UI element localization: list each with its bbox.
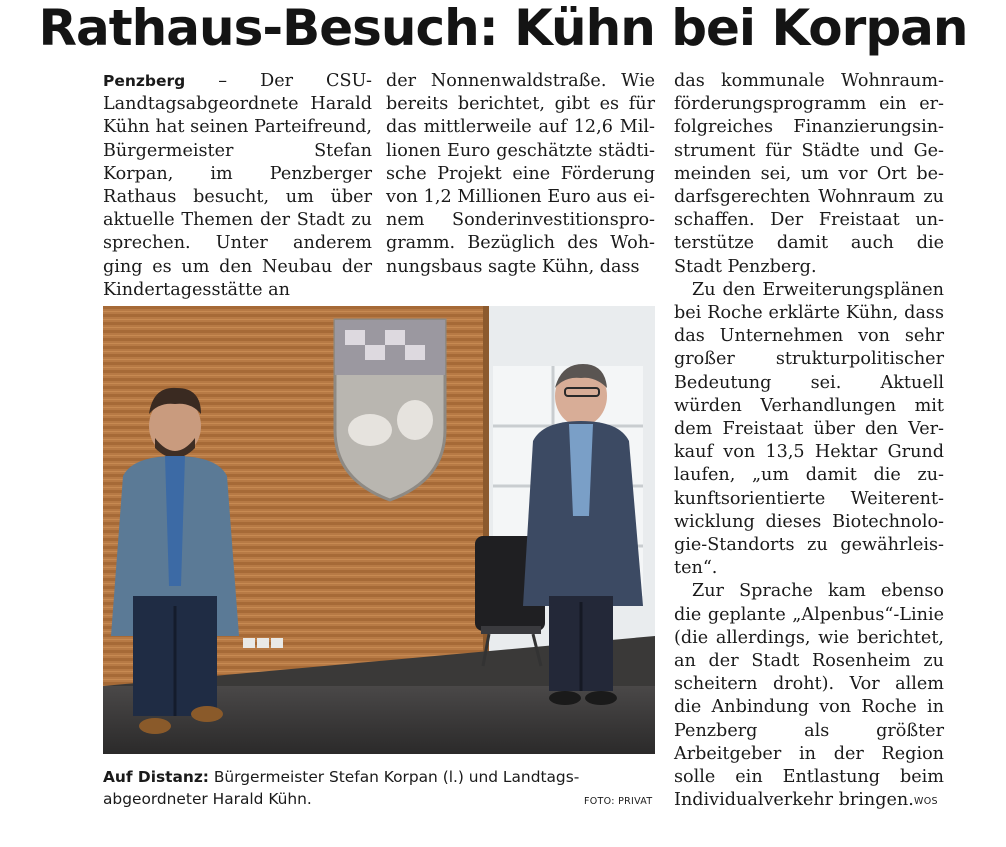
column-2-text: der Nonnenwaldstraße. Wie bereits berichtet, gibt es für das mittlerweile auf 12,6 Millionen Euro geschätzte städtische Projekt eine Förderung von 1,2 Millionen Euro aus einem Sonderinvestitionsprogramm. Bezüglich des Wohnungsbaus sagte Kühn, dass bbox=[386, 71, 655, 277]
article-column-1 bbox=[103, 70, 372, 302]
column-3-paragraph-1: das kommunale Wohnraumförderungsprogramm ein erfolgreiches Finanzierungsinstrument für Städte und Gemeinden sei, um vor Ort bedarfsgerechten Wohnraum zu schaffen. Der Freistaat unterstütze damit auch die Stadt Penzberg. bbox=[674, 71, 944, 277]
column-3-paragraph-3: Zur Sprache kam ebenso die geplante „Alpenbus“-Linie (die allerdings, wie berichtet, an der Stadt Rosenheim zu scheitern droht). Vor allem die Anbindung von Roche in Penzberg als größter Arbeitgeber in der Region solle ein Entlastung beim Individualverkehr bringen. bbox=[674, 581, 944, 811]
photo-caption bbox=[103, 766, 655, 810]
photo-credit: FOTO: PRIVAT bbox=[584, 796, 653, 807]
column-1-text: – Der CSU-Landtagsabgeordnete Harald Kühn hat seinen Parteifreund, Bürgermeister Stefan Korpan, im Penzberger Rathaus besucht, um über aktuelle Themen der Stadt zu sprechen. Unter anderem ging es um den Neubau der Kindertagesstätte an bbox=[103, 71, 373, 300]
column-3-paragraph-2: Zu den Erweiterungsplänen bei Roche erklärte Kühn, dass das Unternehmen von sehr großer strukturpolitischer Bedeutung sei. Aktuell würden Verhandlungen mit dem Freistaat über den Verkauf von 13,5 Hektar Grund laufen, „um damit die zukunftsorientierte Weiterentwicklung dieses Biotechnologie-Standorts zu gewährleisten“. bbox=[674, 279, 944, 579]
caption-lead: Auf Distanz: bbox=[103, 768, 209, 786]
headline: Rathaus-Besuch: Kühn bei Korpan bbox=[38, 0, 968, 57]
dateline: Penzberg bbox=[103, 72, 186, 90]
author-initials: WOS bbox=[914, 796, 938, 807]
article-photo bbox=[103, 306, 655, 754]
article-column-2 bbox=[386, 70, 655, 279]
article-column-3 bbox=[674, 70, 944, 813]
caption-text: Bürgermeister Stefan Korpan (l.) und Landtagsabgeordneter Harald Kühn. bbox=[103, 768, 580, 808]
